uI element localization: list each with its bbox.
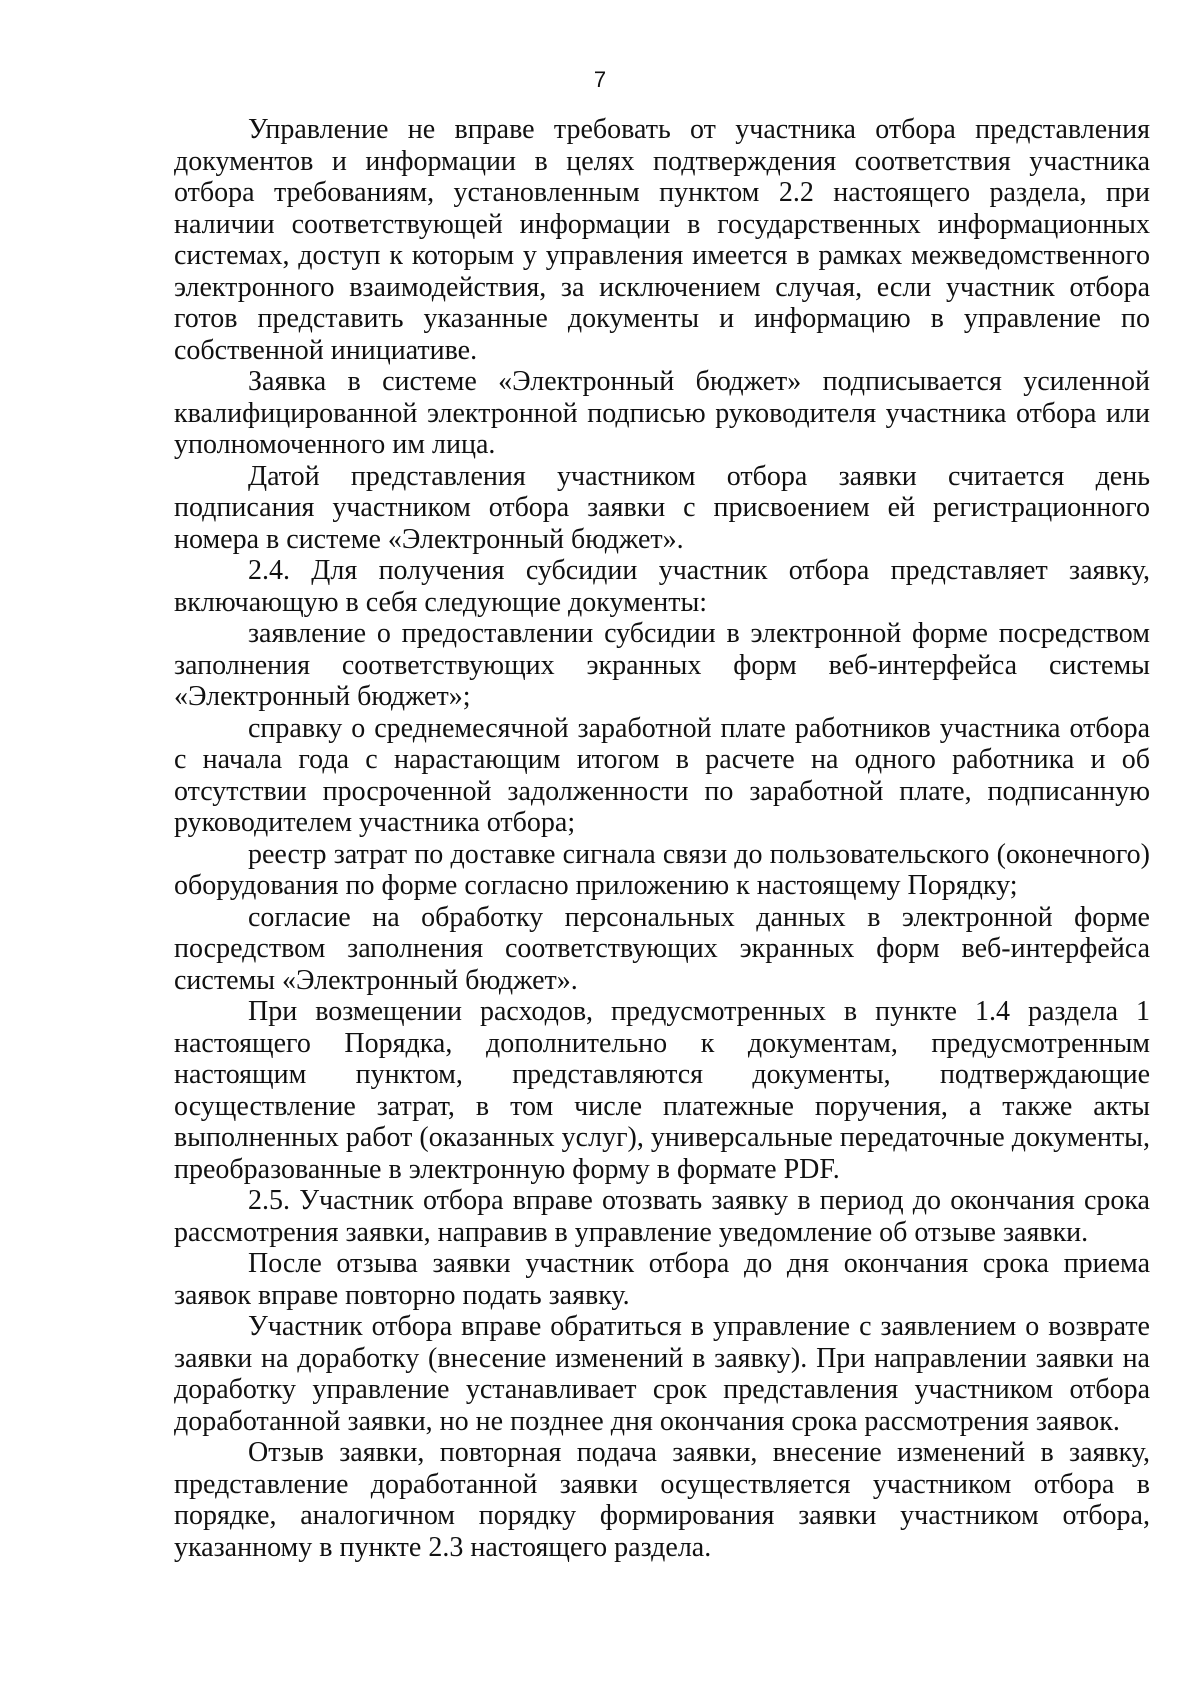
paragraph-1: Управление не вправе требовать от участника отбора представления документов и информации в целях подтверждения соответствия участника отбора требованиям, установленным пунктом 2.2 настоящего раздела, при наличии соответствующей информации в государственных информационных системах, доступ к которым у управления имеется в рамках межведомственного электронного взаимодействия, за исключением случая, если участник отбора готов представить указанные документы и информацию в управление по собственной инициативе. (174, 114, 1150, 366)
paragraph-8: согласие на обработку персональных данных в электронной форме посредством заполнения соответствующих экранных форм веб-интерфейса системы «Электронный бюджет». (174, 901, 1150, 996)
paragraph-9: При возмещении расходов, предусмотренных в пункте 1.4 раздела 1 настоящего Порядка, дополнительно к документам, предусмотренным настоящим пунктом, представляются документы, подтверждающие осуществление затрат, в том числе платежные поручения, а также акты выполненных работ (оказанных услуг), универсальные передаточные документы, преобразованные в электронную форму в формате PDF. (174, 996, 1150, 1185)
paragraph-12: Участник отбора вправе обратиться в управление с заявлением о возврате заявки на доработку (внесение изменений в заявку). При направлении заявки на доработку управление устанавливает срок представления участником отбора доработанной заявки, но не позднее дня окончания срока рассмотрения заявок. (174, 1311, 1150, 1437)
paragraph-11: После отзыва заявки участник отбора до дня окончания срока приема заявок вправе повторно подать заявку. (174, 1248, 1150, 1311)
paragraph-4: 2.4. Для получения субсидии участник отбора представляет заявку, включающую в себя следующие документы: (174, 555, 1150, 618)
paragraph-7: реестр затрат по доставке сигнала связи до пользовательского (оконечного) оборудования по форме согласно приложению к настоящему Порядку; (174, 838, 1150, 901)
paragraph-2: Заявка в системе «Электронный бюджет» подписывается усиленной квалифицированной электронной подписью руководителя участника отбора или уполномоченного им лица. (174, 366, 1150, 460)
paragraph-10: 2.5. Участник отбора вправе отозвать заявку в период до окончания срока рассмотрения заявки, направив в управление уведомление об отзыве заявки. (174, 1185, 1150, 1248)
paragraph-5: заявление о предоставлении субсидии в электронной форме посредством заполнения соответствующих экранных форм веб-интерфейса системы «Электронный бюджет»; (174, 618, 1150, 712)
document-body (174, 114, 1150, 1563)
paragraph-13: Отзыв заявки, повторная подача заявки, внесение изменений в заявку, представление доработанной заявки осуществляется участником отбора в порядке, аналогичном порядку формирования заявки участником отбора, указанному в пункте 2.3 настоящего раздела. (174, 1437, 1150, 1563)
page-number: 7 (593, 67, 607, 92)
paragraph-6: справку о среднемесячной заработной плате работников участника отбора с начала года с нарастающим итогом в расчете на одного работника и об отсутствии просроченной задолженности по заработной плате, подписанную руководителем участника отбора; (174, 712, 1150, 838)
paragraph-3: Датой представления участником отбора заявки считается день подписания участником отбора заявки с присвоением ей регистрационного номера в системе «Электронный бюджет». (174, 460, 1150, 555)
